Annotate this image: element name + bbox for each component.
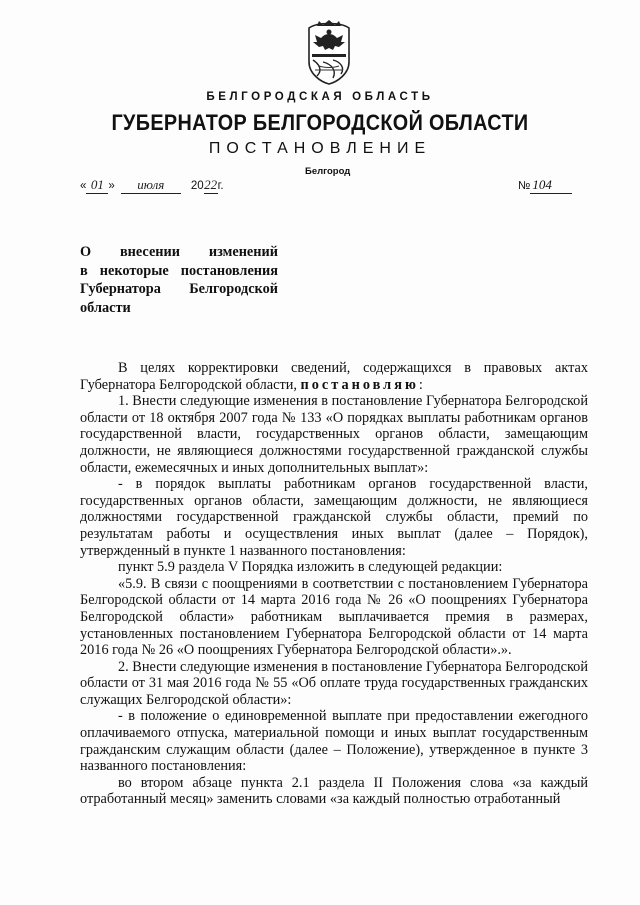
title-line: О внесении изменений bbox=[80, 244, 278, 260]
date-day: 01 bbox=[86, 177, 108, 194]
title-line: в некоторые постановления bbox=[80, 262, 278, 279]
document-type: ПОСТАНОВЛЕНИЕ bbox=[208, 140, 432, 157]
document-date bbox=[80, 177, 224, 194]
date-month: июля bbox=[121, 177, 181, 194]
body-paragraph: «5.9. В связи с поощрениями в соответствии с постановлением Губернатора Белгородской области от 14 марта 2016 года № 26 «О поощрениях Губернатора Белгородской области» работникам выплачивается премия в размерах, установленных постановлением Губернатора Белгородской области от 14 марта 2016 года № 26 «О поощрениях Губернатора Белгородской области».». bbox=[80, 575, 588, 659]
body-paragraph: пункт 5.9 раздела V Порядка изложить в следующей редакции: bbox=[118, 559, 503, 576]
date-year-suffix: 22 bbox=[204, 177, 218, 192]
title-line: области bbox=[80, 299, 131, 316]
date-year-unit: г. bbox=[217, 180, 224, 192]
body-paragraph: во втором абзаце пункта 2.1 раздела II Положения слова «за каждый отработанный месяц» заменить словами «за каждый полностью отработанный bbox=[80, 774, 588, 808]
preamble-text: В целях корректировки сведений, содержащихся в правовых актах Губернатора Белгородской области, bbox=[80, 360, 588, 393]
body-paragraph: 2. Внести следующие изменения в постановление Губернатора Белгородской области от 31 мая 2016 года № 55 «Об оплате труда государственных гражданских служащих Белгородской области»: bbox=[80, 658, 588, 708]
title-line: Губернатора Белгородской bbox=[80, 281, 278, 297]
document-title bbox=[80, 243, 278, 317]
body-paragraph bbox=[80, 360, 588, 393]
coat-of-arms-emblem bbox=[303, 20, 355, 86]
number-label: № bbox=[518, 180, 531, 192]
document-number bbox=[518, 177, 572, 194]
region-name: БЕЛГОРОДСКАЯ ОБЛАСТЬ bbox=[206, 91, 434, 103]
date-open-quote: « bbox=[80, 180, 87, 192]
decree-keyword: постановляю bbox=[300, 376, 419, 393]
city-name: Белгород bbox=[305, 166, 351, 177]
preamble-end: : bbox=[418, 376, 423, 393]
number-value: 104 bbox=[530, 177, 572, 194]
body-paragraph: - в положение о единовременной выплате при предоставлении ежегодного оплачиваемого отпуска, материальной помощи и иных выплат государственным гражданским служащим области (далее – Положение), утвержденное в пункте 3 названного постановления: bbox=[80, 708, 588, 775]
document-body bbox=[80, 360, 588, 808]
date-close-quote: » bbox=[108, 180, 115, 192]
date-year-prefix: 20 bbox=[190, 180, 204, 192]
body-paragraph: - в порядок выплаты работникам органов государственной власти, государственных органов области, замещающим должности, не являющиеся должностями государственной гражданской службы области, премий по результатам работы и осуществления иных выплат (далее – Порядок), утвержденный в пункте 1 названного постановления: bbox=[80, 476, 588, 559]
body-paragraph: 1. Внести следующие изменения в постановление Губернатора Белгородской области от 18 октября 2007 года № 133 «О порядках выплаты работникам органов государственной власти, государственных органов области, замещающим должности, не являющиеся должностями государственной гражданской службы области, ежемесячных и иных дополнительных выплат»: bbox=[80, 393, 588, 476]
issuer-title: ГУБЕРНАТОР БЕЛГОРОДСКОЙ ОБЛАСТИ bbox=[111, 110, 529, 135]
